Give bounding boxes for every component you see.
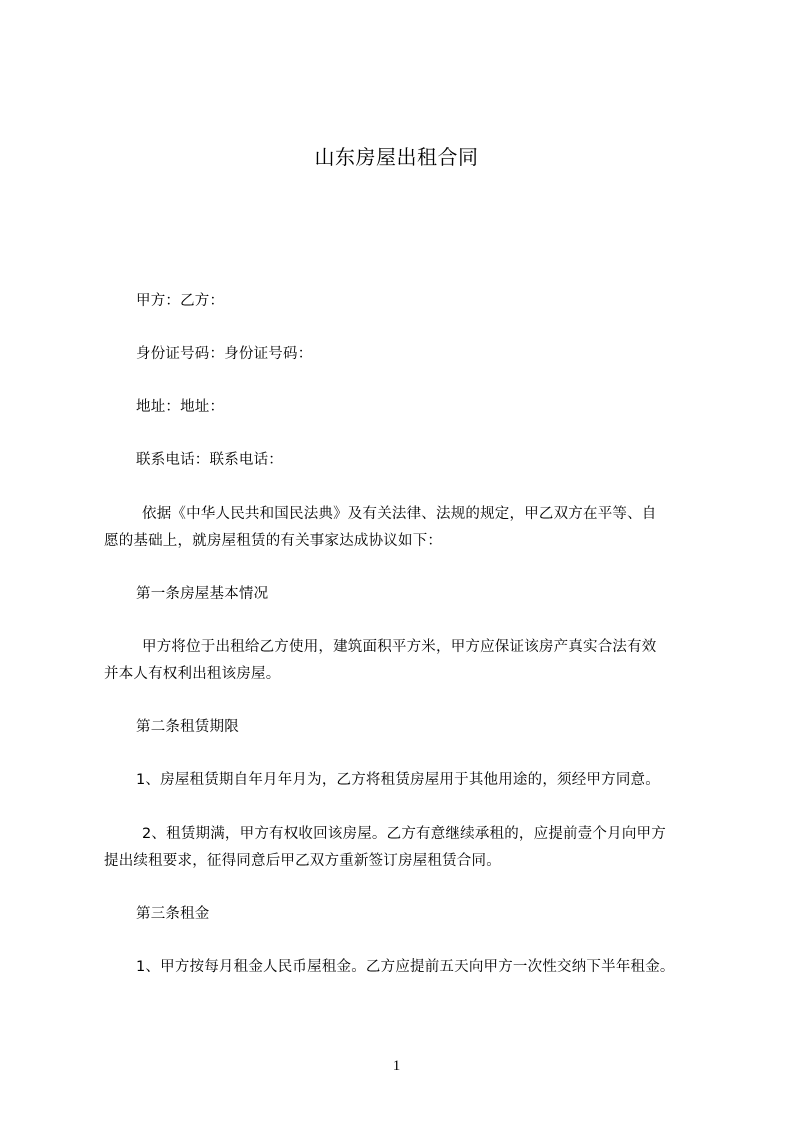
- page-number: 1: [392, 1058, 401, 1074]
- preamble-line-1: 依据《中华人民共和国民法典》及有关法律、法规的规定，甲乙双方在平等、自: [142, 506, 657, 522]
- party-phones: 联系电话：联系电话：: [136, 452, 283, 468]
- document-title: 山东房屋出租合同: [314, 145, 479, 169]
- party-names: 甲方：乙方：: [136, 293, 225, 309]
- article-3-heading: 第三条租金: [136, 906, 210, 922]
- preamble-line-2: 愿的基础上，就房屋租赁的有关事家达成协议如下：: [104, 533, 443, 549]
- article-2-item-2-line-2: 提出续租要求，征得同意后甲乙双方重新签订房屋租赁合同。: [104, 853, 501, 869]
- party-id-numbers: 身份证号码：身份证号码：: [136, 346, 313, 362]
- article-1-line-1: 甲方将位于出租给乙方使用，建筑面积平方米，甲方应保证该房产真实合法有效: [142, 639, 657, 655]
- article-2-heading: 第二条租赁期限: [136, 719, 239, 735]
- article-1-line-2: 并本人有权利出租该房屋。: [104, 666, 281, 682]
- article-2-item-2-line-1: 2、租赁期满，甲方有权收回该房屋。乙方有意继续承租的，应提前壹个月向甲方: [142, 826, 666, 842]
- article-2-item-1: 1、房屋租赁期自年月年月为，乙方将租赁房屋用于其他用途的，须经甲方同意。: [136, 772, 660, 788]
- article-3-item-1: 1、甲方按每月租金人民币屋租金。乙方应提前五天向甲方一次性交纳下半年租金。: [136, 959, 675, 975]
- party-addresses: 地址：地址：: [136, 399, 225, 415]
- article-1-heading: 第一条房屋基本情况: [136, 586, 269, 602]
